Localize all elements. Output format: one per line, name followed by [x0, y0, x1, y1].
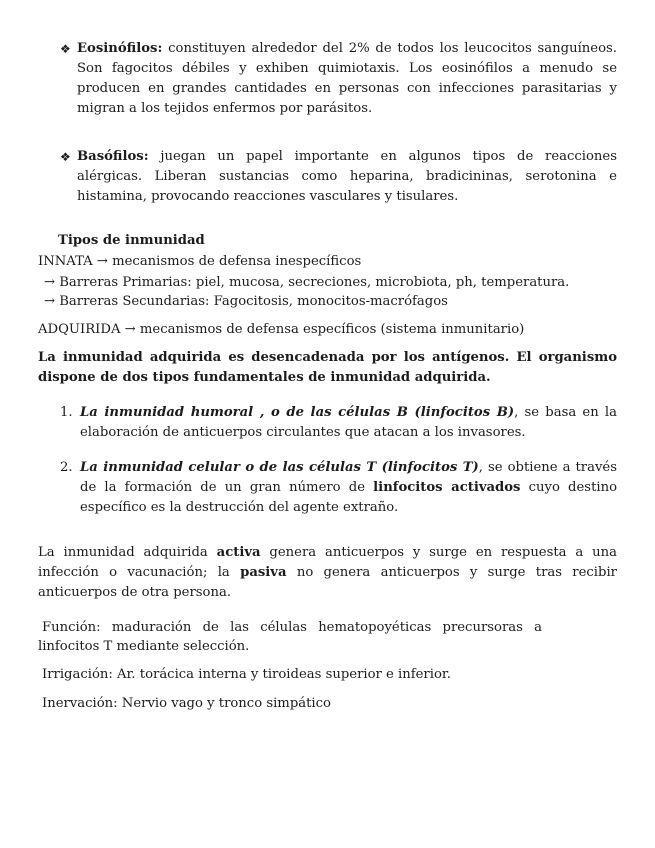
irrigacion-line: Irrigación: Ar. torácica interna y tiroideas superior e inferior. [42, 667, 451, 682]
list-number: 1. [60, 405, 73, 420]
celular-bold-term: linfocitos activados [373, 480, 521, 495]
activa-pasiva-text-1: La inmunidad adquirida [38, 545, 217, 560]
humoral-title: La inmunidad humoral , o de las células B (linfocitos B) [80, 405, 515, 420]
eosinofilos-description: constituyen alrededor del 2% de todos los leucocitos sanguíneos. Son fagocitos débiles y exhiben quimiotaxis. Los eosinófilos a menudo se producen en grandes cantidades en personas con infecciones parasitarias y migran a los tejidos enfermos por parásitos. [77, 41, 617, 116]
humoral-description: , se basa en la elaboración de anticuerpos circulantes que atacan a los invasores. [80, 405, 617, 440]
activa-pasiva-paragraph [38, 543, 617, 603]
bullet-eosinofilos [60, 39, 617, 119]
funcion-line-1: Función: maduración de las células hematopoyéticas precursoras a [42, 620, 542, 635]
adquirida-text: mecanismos de defensa específicos (sistema inmunitario) [139, 322, 525, 337]
arrow-icon: → [120, 322, 140, 337]
innata-line [38, 252, 618, 272]
innata-term: INNATA [38, 254, 93, 269]
list-item-celular [60, 458, 617, 518]
activa-term: activa [216, 545, 261, 560]
activa-pasiva-text-2: genera anticuerpos y surge en respuesta a una infección o vacunación; la [38, 545, 617, 580]
adquirida-intro: La inmunidad adquirida es desencadenada por los antígenos. El organismo dispone de dos tipos fundamentales de inmunidad adquirida. [38, 350, 617, 385]
pasiva-term: pasiva [240, 565, 287, 580]
funcion-line-2: linfocitos T mediante selección. [38, 639, 250, 654]
diamond-bullet-icon: ❖ [60, 42, 71, 56]
bullet-basofilos [60, 147, 617, 207]
celular-description-before: , se obtiene a través de la formación de un gran número de [80, 460, 617, 495]
barreras-primarias: → Barreras Primarias: piel, mucosa, secreciones, microbiota, ph, temperatura. [44, 275, 570, 290]
list-item-humoral [60, 403, 617, 443]
diamond-bullet-icon: ❖ [60, 150, 71, 164]
activa-pasiva-text-3: no genera anticuerpos y surge tras recibir anticuerpos de otra persona. [38, 565, 617, 600]
term-basofilos: Basófilos: [77, 149, 149, 164]
barreras-secundarias: → Barreras Secundarias: Fagocitosis, monocitos-macrófagos [44, 294, 448, 309]
inervacion-line: Inervación: Nervio vago y tronco simpático [42, 696, 331, 711]
celular-description-after: cuyo destino específico es la destrucción del agente extraño. [80, 480, 618, 515]
innata-text: mecanismos de defensa inespecíficos [112, 254, 362, 269]
bullet-basofilos-text [77, 147, 617, 207]
adquirida-line [38, 320, 618, 340]
basofilos-description: juegan un papel importante en algunos tipos de reacciones alérgicas. Liberan sustancias como heparina, bradicininas, serotonina e histamina, provocando reacciones vasculares y tisulares. [77, 149, 617, 204]
bullet-eosinofilos-text [77, 39, 617, 119]
celular-title: La inmunidad celular o de las células T (linfocitos T) [80, 460, 479, 475]
arrow-icon: → [92, 254, 113, 269]
list-number: 2. [60, 460, 73, 475]
list-item-humoral-text [80, 403, 617, 443]
section-heading: Tipos de inmunidad [58, 233, 205, 248]
term-eosinofilos: Eosinófilos: [77, 41, 163, 56]
list-item-celular-text [80, 458, 617, 518]
adquirida-term: ADQUIRIDA [38, 322, 121, 337]
